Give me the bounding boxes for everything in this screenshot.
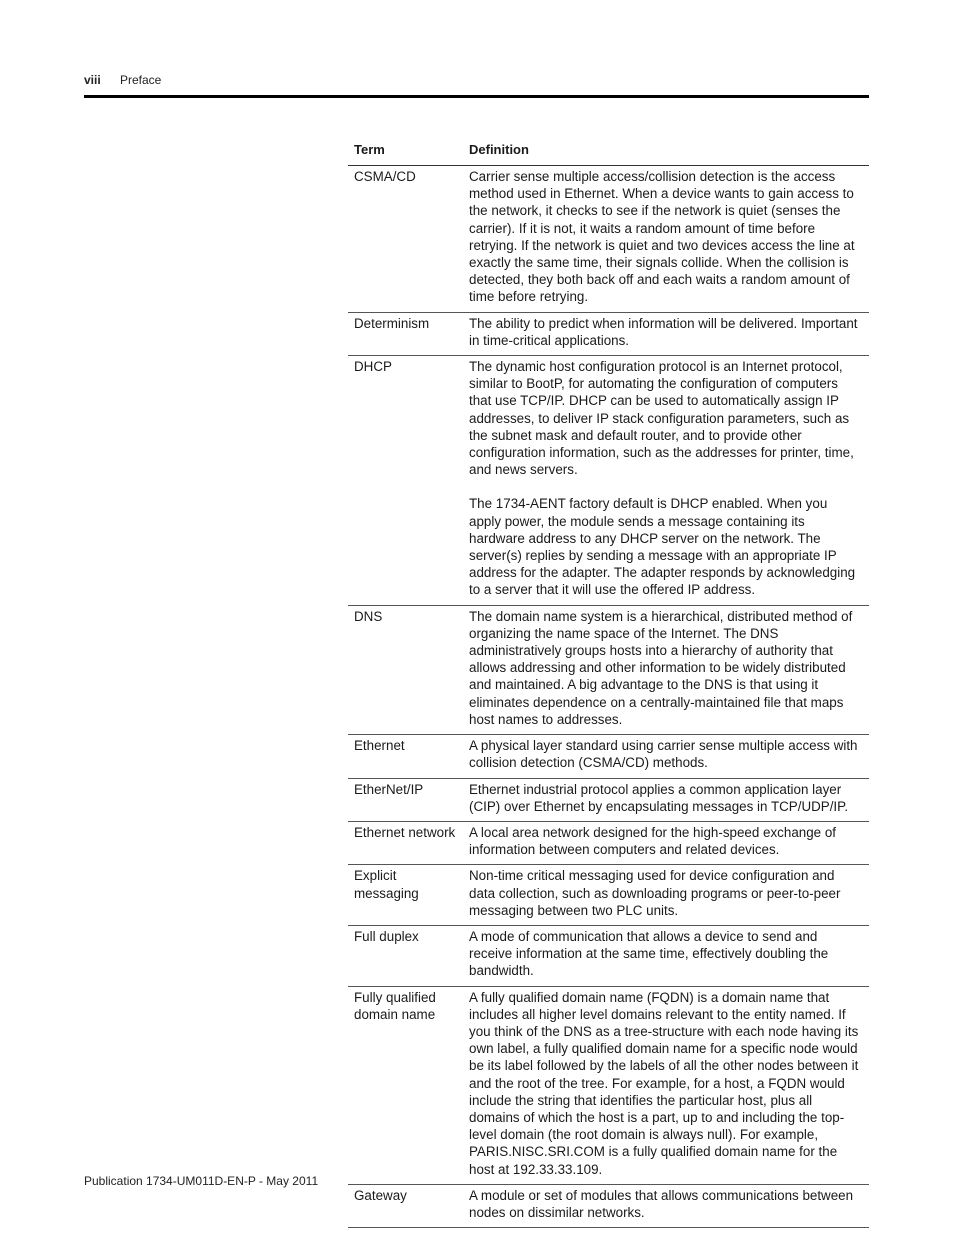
definition-cell bbox=[469, 824, 869, 858]
table-row bbox=[348, 313, 869, 356]
section-title: Preface bbox=[120, 73, 162, 87]
table-row bbox=[348, 865, 869, 926]
term-cell: Fully qualified domain name bbox=[354, 989, 436, 1022]
definition-paragraph: Non-time critical messaging used for device configuration and data collection, such as downloading programs or peer-to-peer messaging between two PLC units. bbox=[469, 868, 841, 918]
definition-paragraph: The 1734-AENT factory default is DHCP enabled. When you apply power, the module sends a message containing its hardware address to any DHCP server on the network. The server(s) replies by sending a message with an appropriate IP address for the adapter. The adapter responds by acknowledging to a server that it will use the offered IP address. bbox=[469, 496, 856, 598]
definition-paragraph: A mode of communication that allows a device to send and receive information at the same time, effectively doubling the bandwidth. bbox=[469, 928, 829, 979]
term-cell: Gateway bbox=[354, 1187, 407, 1203]
definition-paragraph: A physical layer standard using carrier sense multiple access with collision detection (CSMA/CD) methods. bbox=[469, 738, 858, 771]
table-row bbox=[348, 606, 869, 735]
definition-cell bbox=[469, 1187, 869, 1221]
publication-footer: Publication 1734-UM011D-EN-P - May 2011 bbox=[84, 1174, 319, 1188]
page-header bbox=[84, 73, 869, 95]
term-cell: DNS bbox=[354, 608, 383, 624]
term-cell: Full duplex bbox=[354, 928, 419, 944]
definition-cell bbox=[469, 781, 869, 815]
term-column-header: Term bbox=[354, 142, 385, 157]
table-header bbox=[348, 140, 869, 166]
table-row bbox=[348, 1185, 869, 1228]
table-row bbox=[348, 987, 869, 1185]
term-cell: EtherNet/IP bbox=[354, 781, 424, 797]
term-cell: DHCP bbox=[354, 359, 392, 375]
definition-cell bbox=[469, 168, 869, 306]
definition-cell bbox=[469, 989, 869, 1178]
table-row bbox=[348, 822, 869, 865]
definition-paragraph: Ethernet industrial protocol applies a common application layer (CIP) over Ethernet by encapsulating messages in TCP/UDP/IP. bbox=[469, 781, 849, 814]
definition-cell bbox=[469, 928, 869, 980]
definition-paragraph: The ability to predict when information will be delivered. Important in time-critical applications. bbox=[469, 315, 858, 348]
table-row bbox=[348, 779, 869, 822]
table-row bbox=[348, 166, 869, 313]
definition-paragraph: The dynamic host configuration protocol is an Internet protocol, similar to BootP, for automating the configuration of computers that use TCP/IP. DHCP can be used to automatically assign IP addresses, to deliver IP stack configuration parameters, such as the subnet mask and default router, and to provide other configuration information, such as the addresses for printer, time, and news servers. bbox=[469, 359, 854, 478]
term-cell: Determinism bbox=[354, 315, 430, 331]
term-cell: Ethernet network bbox=[354, 824, 456, 840]
term-cell: Explicit messaging bbox=[354, 868, 419, 901]
header-rule bbox=[84, 95, 869, 98]
glossary-table bbox=[348, 140, 869, 1228]
table-row bbox=[348, 356, 869, 606]
definition-paragraph: The domain name system is a hierarchical, distributed method of organizing the name space of the Internet. The DNS administratively groups hosts into a hierarchy of authority that allows addressing and other information to be widely distributed and maintained. A big advantage to the DNS is that using it eliminates dependence on a centrally-maintained file that maps host names to addresses. bbox=[469, 608, 853, 727]
definition-cell bbox=[469, 315, 869, 349]
term-cell: Ethernet bbox=[354, 738, 405, 754]
table-body bbox=[348, 166, 869, 1228]
table-row bbox=[348, 926, 869, 987]
definition-paragraph: A module or set of modules that allows communications between nodes on dissimilar networks. bbox=[469, 1187, 854, 1220]
definition-cell bbox=[469, 737, 869, 771]
definition-cell bbox=[469, 867, 869, 919]
definition-cell bbox=[469, 358, 869, 599]
definition-paragraph: A local area network designed for the high-speed exchange of information between computers and related devices. bbox=[469, 824, 836, 858]
definition-paragraph: A fully qualified domain name (FQDN) is a domain name that includes all higher level domains relevant to the entity named. If you think of the DNS as a tree-structure with each node having its own label, a fully qualified domain name for a specific node would be its label followed by the labels of all the other nodes between it and the root of the tree. For example, for a host, a FQDN would include the string that identifies the particular host, plus all domains of which the host is a part, up to and including the top-level domain (the root domain is always null). For example, PARIS.NISC.SRI.COM is a fully qualified domain name for the host at 192.33.33.109. bbox=[469, 989, 859, 1177]
term-cell: CSMA/CD bbox=[354, 169, 416, 184]
definition-paragraph: Carrier sense multiple access/collision detection is the access method used in Ethernet. When a device wants to gain access to the network, it checks to see if the network is quiet (senses the carrier). If it is not, it waits a random amount of time before retrying. If the network is quiet and two devices access the line at exactly the same time, their signals collide. When the collision is detected, they both back off and each waits a random amount of time before retrying. bbox=[469, 169, 855, 305]
table-row bbox=[348, 735, 869, 778]
definition-column-header: Definition bbox=[469, 142, 529, 157]
page-number: viii bbox=[84, 73, 101, 87]
definition-cell bbox=[469, 608, 869, 728]
